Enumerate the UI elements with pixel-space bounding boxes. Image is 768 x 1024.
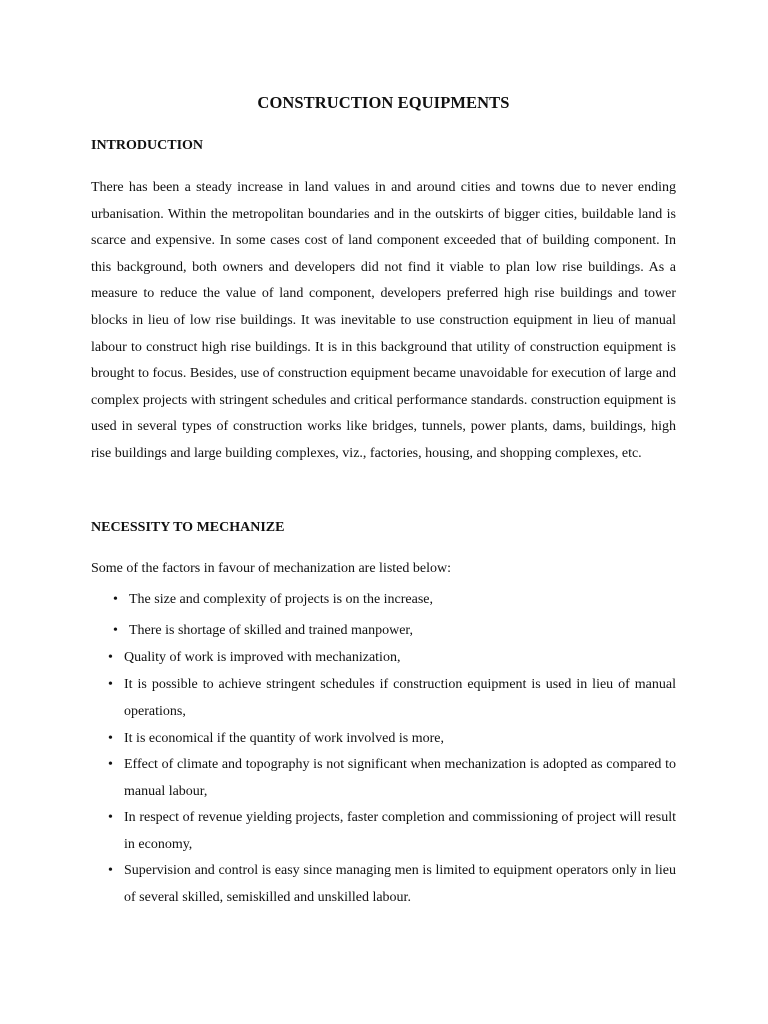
list-item-text: The size and complexity of projects is on the increase, <box>129 592 434 607</box>
list-item-text: There is shortage of skilled and trained manpower, <box>129 623 414 638</box>
list-item <box>108 726 676 753</box>
bullet-icon: • <box>108 731 113 746</box>
list-item-text: In respect of revenue yielding projects, faster completion and commissioning of project will result in economy, <box>124 810 676 852</box>
bullet-icon: • <box>108 757 113 772</box>
list-item <box>108 752 676 805</box>
section-heading-introduction: INTRODUCTION <box>91 138 204 153</box>
bullet-icon: • <box>113 592 118 607</box>
list-item <box>108 805 676 858</box>
document-page <box>91 0 676 1024</box>
factors-lead-text: Some of the factors in favour of mechanization are listed below: <box>91 561 451 576</box>
document-title: CONSTRUCTION EQUIPMENTS <box>257 93 510 112</box>
list-item-text: It is possible to achieve stringent schedules if construction equipment is used in lieu of manual operations, <box>124 677 676 719</box>
list-item-text: Quality of work is improved with mechanization, <box>124 650 401 665</box>
list-item-text: Supervision and control is easy since managing men is limited to equipment operators only in lieu of several skilled, semiskilled and unskilled labour. <box>124 863 676 905</box>
list-item <box>113 618 676 645</box>
bullet-icon: • <box>108 810 113 825</box>
bullet-icon: • <box>108 863 113 878</box>
introduction-paragraph: There has been a steady increase in land values in and around cities and towns due to never ending urbanisation. Within the metropolitan boundaries and in the outskirts of bigger cities, buildable land is scarce and expensive. In some cases cost of land component exceeded that of building component. In this background, both owners and developers did not find it viable to plan low rise buildings. As a measure to reduce the value of land component, developers preferred high rise buildings and tower blocks in lieu of low rise buildings. It was inevitable to use construction equipment in lieu of manual labour to construct high rise buildings. It is in this background that utility of construction equipment is brought to focus. Besides, use of construction equipment became unavoidable for execution of large and complex projects with stringent schedules and critical performance standards. construction equipment is used in several types of construction works like bridges, tunnels, power plants, dams, buildings, high rise buildings and large building complexes, viz., factories, housing, and shopping complexes, etc. <box>91 180 676 461</box>
list-item <box>108 645 676 672</box>
bullet-icon: • <box>113 623 118 638</box>
bullet-icon: • <box>108 650 113 665</box>
section-heading-necessity-to-mechanize: NECESSITY TO MECHANIZE <box>91 520 285 535</box>
list-item <box>108 672 676 725</box>
bullet-icon: • <box>108 677 113 692</box>
list-item-text: It is economical if the quantity of work involved is more, <box>124 731 444 746</box>
list-item-text: Effect of climate and topography is not significant when mechanization is adopted as compared to manual labour, <box>124 757 676 799</box>
list-item <box>108 858 676 911</box>
list-item <box>113 587 676 614</box>
